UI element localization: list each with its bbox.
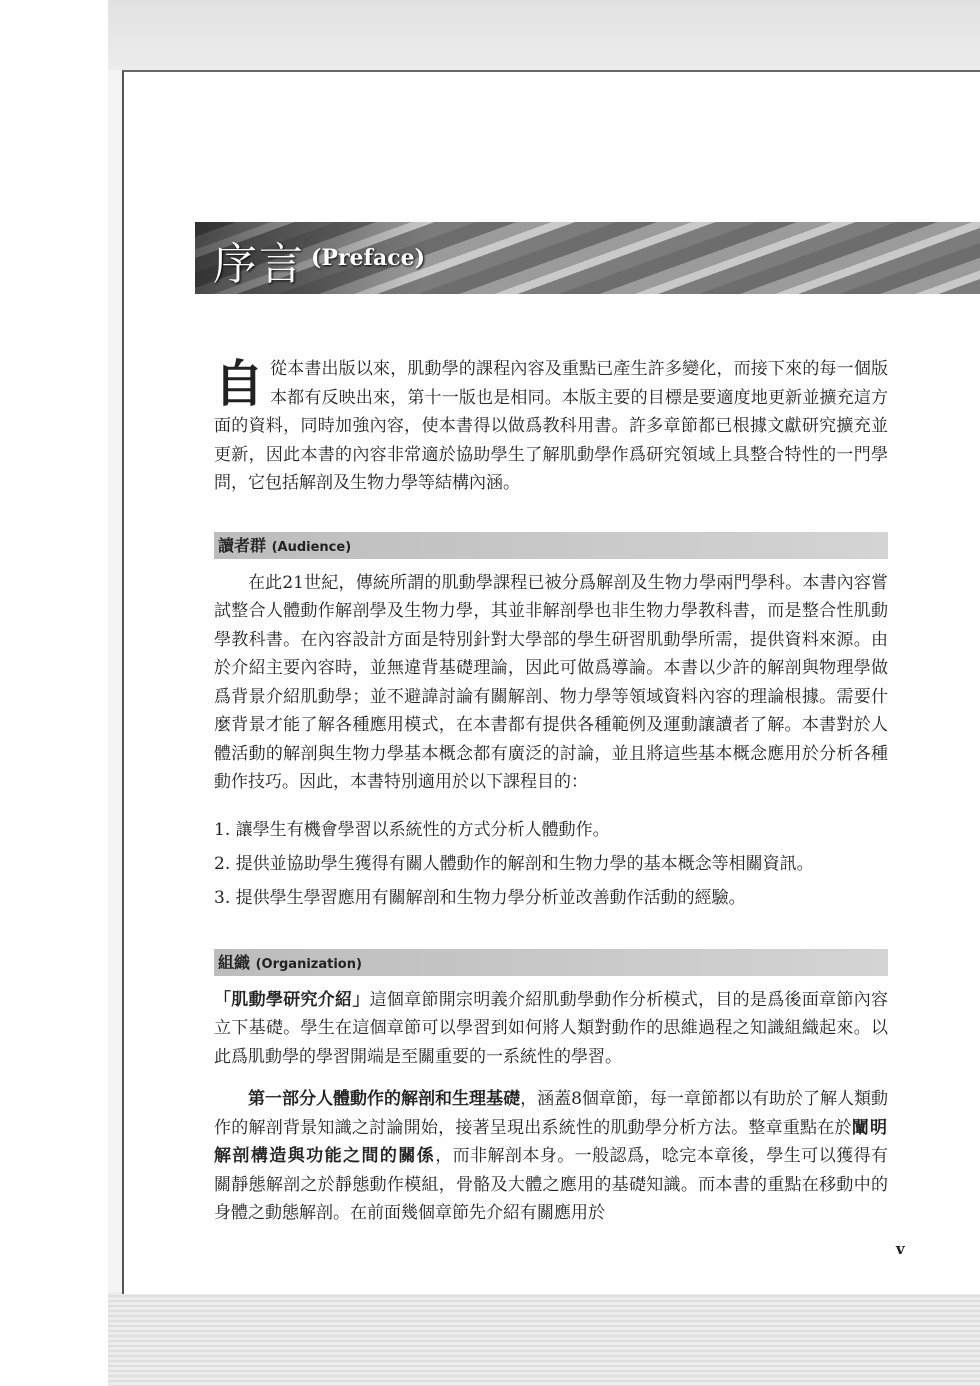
emphasis-phrase: 闡明解剖構造與功能之間的關係 [214, 1117, 889, 1166]
organization-heading-zh: 組織 [218, 952, 251, 972]
scan-margin-bottom [108, 1292, 980, 1386]
organization-p2-text-a: ，涵蓋8個章節，每一章節都以有助於了解人類動作的解剖背景知識之討論開始，接著呈現出系統性的肌動學分析方法。整章重點在於 [214, 1089, 888, 1138]
objectives-list [214, 813, 888, 915]
organization-heading [214, 949, 888, 976]
audience-heading [214, 532, 888, 559]
list-item: 2. 提供並協助學生獲得有關人體動作的解剖和生物力學的基本概念等相關資訊。 [214, 853, 814, 874]
organization-p1-text: 這個章節開宗明義介紹肌動學動作分析模式，目的是爲後面章節內容立下基礎。學生在這個章節可以學習到如何將人類對動作的思維過程之知識組織起來。以此爲肌動學的學習開端是至關重要的一系統性的學習。 [214, 989, 889, 1067]
intro-paragraph [214, 355, 888, 498]
organization-p2-text-b: ，而非解剖本身。一般認爲，唸完本章後，學生可以獲得有關靜態解剖之於靜態動作模組，骨骼及大體之應用的基礎知識。而本書的重點在移動中的身體之動態解剖。在前面幾個章節先介紹有關應用於 [214, 1146, 889, 1223]
list-item: 3. 提供學生學習應用有關解剖和生物力學分析並改善動作活動的經驗。 [214, 887, 746, 908]
audience-heading-zh: 讀者群 [218, 535, 267, 555]
page-title: 序言 [213, 239, 305, 290]
page-subtitle: (Preface) [311, 245, 426, 271]
part-one-title: 第一部分人體動作的解剖和生理基礎 [248, 1089, 521, 1109]
audience-paragraph: 在此21世紀，傳統所謂的肌動學課程已被分爲解剖及生物力學兩門學科。本書內容嘗試整合人體動作解剖學及生物力學，其並非解剖學也非生物力學教科書，而是整合性肌動學教科書。在內容設計方面是特別針對大學部的學生研習肌動學所需，提供資料來源。由於介紹主要內容時，並無違背基礎理論，因此可做爲導論。本書以少許的解剖與物理學做爲背景介紹肌動學；並不避諱討論有關解剖、物力學等領域資料內容的理論根據。需要什麼背景才能了解各種應用模式，在本書都有提供各種範例及運動讓讀者了解。本書對於人體活動的解剖與生物力學基本概念都有廣泛的討論，並且將這些基本概念應用於分析各種動作技巧。因此，本書特別適用於以下課程目的： [214, 572, 888, 792]
audience-heading-en: (Audience) [271, 539, 352, 555]
organization-paragraph-1 [214, 986, 888, 1072]
scan-margin-top [108, 0, 980, 70]
organization-paragraph-2 [214, 1085, 888, 1228]
organization-heading-en: (Organization) [255, 956, 362, 972]
list-item: 1. 讓學生有機會學習以系統性的方式分析人體動作。 [214, 819, 610, 840]
scan-margin-left [0, 0, 108, 1386]
chapter-title-emphasis: 「肌動學研究介紹」 [214, 989, 370, 1010]
main-content [214, 355, 888, 1228]
title-banner [195, 222, 980, 294]
page-number: v [896, 1240, 905, 1258]
intro-text: 從本書出版以來，肌動學的課程內容及重點已產生許多變化，而接下來的每一個版本都有反映出來，第十一版也是相同。本版主要的目標是要適度地更新並擴充這方面的資料，同時加強內容，使本書得以做爲教科用書。許多章節都已根據文獻研究擴充並更新，因此本書的內容非常適於協助學生了解肌動學作爲研究領域上具整合特性的一門學問，它包括解剖及生物力學等結構內涵。 [214, 359, 888, 493]
drop-cap: 自 [214, 354, 264, 413]
